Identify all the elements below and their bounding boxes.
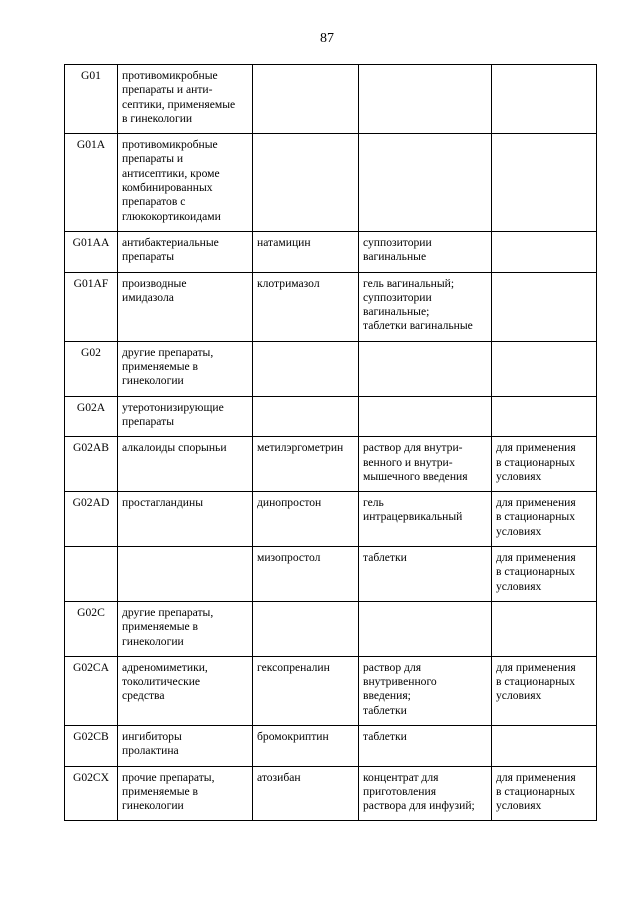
drug-name-cell xyxy=(253,341,359,396)
table-row xyxy=(65,766,597,821)
pharmacologic-group-cell: противомикробные препараты и антисептики, кроме комбинированных препаратов с глюкокортикоидами xyxy=(118,134,253,232)
atc-code-cell: G02A xyxy=(65,396,118,437)
dosage-form-cell: таблетки xyxy=(359,547,492,602)
table-row xyxy=(65,231,597,272)
atc-code-cell: G02 xyxy=(65,341,118,396)
drug-name-cell: бромокриптин xyxy=(253,725,359,766)
dosage-form-cell: гель вагинальный; суппозитории вагинальные; таблетки вагинальные xyxy=(359,272,492,341)
dosage-form-cell: концентрат для приготовления раствора для инфузий; xyxy=(359,766,492,821)
drug-name-cell: динопростон xyxy=(253,492,359,547)
pharmacologic-group-cell: простагландины xyxy=(118,492,253,547)
atc-code-cell: G02CA xyxy=(65,656,118,725)
table-row xyxy=(65,341,597,396)
table-row xyxy=(65,725,597,766)
drug-name-cell xyxy=(253,65,359,134)
usage-note-cell xyxy=(492,725,597,766)
drug-name-cell xyxy=(253,134,359,232)
dosage-form-cell xyxy=(359,65,492,134)
usage-note-cell xyxy=(492,601,597,656)
drug-name-cell xyxy=(253,396,359,437)
drug-name-cell: атозибан xyxy=(253,766,359,821)
drug-name-cell: натамицин xyxy=(253,231,359,272)
pharmacologic-group-cell: прочие препараты, применяемые в гинекологии xyxy=(118,766,253,821)
table-row xyxy=(65,547,597,602)
atc-code-cell: G02CX xyxy=(65,766,118,821)
drug-classification-table xyxy=(64,64,597,821)
atc-code-cell: G02CB xyxy=(65,725,118,766)
pharmacologic-group-cell: другие препараты, применяемые в гинекологии xyxy=(118,601,253,656)
usage-note-cell xyxy=(492,272,597,341)
table-row xyxy=(65,396,597,437)
dosage-form-cell xyxy=(359,341,492,396)
table-row xyxy=(65,134,597,232)
drug-name-cell: мизопростол xyxy=(253,547,359,602)
pharmacologic-group-cell: ингибиторы пролактина xyxy=(118,725,253,766)
dosage-form-cell: таблетки xyxy=(359,725,492,766)
usage-note-cell: для применения в стационарных условиях xyxy=(492,437,597,492)
atc-code-cell: G01AA xyxy=(65,231,118,272)
pharmacologic-group-cell: алкалоиды спорыньи xyxy=(118,437,253,492)
pharmacologic-group-cell: адреномиметики, токолитические средства xyxy=(118,656,253,725)
drug-name-cell: гексопреналин xyxy=(253,656,359,725)
usage-note-cell xyxy=(492,341,597,396)
atc-code-cell: G02C xyxy=(65,601,118,656)
drug-name-cell: клотримазол xyxy=(253,272,359,341)
table-row xyxy=(65,656,597,725)
pharmacologic-group-cell: антибактериальные препараты xyxy=(118,231,253,272)
dosage-form-cell: суппозитории вагинальные xyxy=(359,231,492,272)
table-row xyxy=(65,492,597,547)
dosage-form-cell xyxy=(359,601,492,656)
usage-note-cell: для применения в стационарных условиях xyxy=(492,766,597,821)
pharmacologic-group-cell: производные имидазола xyxy=(118,272,253,341)
atc-code-cell xyxy=(65,547,118,602)
usage-note-cell: для применения в стационарных условиях xyxy=(492,492,597,547)
drug-name-cell: метилэргометрин xyxy=(253,437,359,492)
dosage-form-cell: гель интрацервикальный xyxy=(359,492,492,547)
pharmacologic-group-cell: противомикробные препараты и анти- септики, применяемые в гинекологии xyxy=(118,65,253,134)
dosage-form-cell: раствор для внутри- венного и внутри- мышечного введения xyxy=(359,437,492,492)
atc-code-cell: G01 xyxy=(65,65,118,134)
atc-code-cell: G02AD xyxy=(65,492,118,547)
page-number: 87 xyxy=(320,31,334,46)
usage-note-cell xyxy=(492,396,597,437)
atc-code-cell: G01A xyxy=(65,134,118,232)
pharmacologic-group-cell xyxy=(118,547,253,602)
dosage-form-cell xyxy=(359,396,492,437)
pharmacologic-group-cell: утеротонизирующие препараты xyxy=(118,396,253,437)
usage-note-cell xyxy=(492,65,597,134)
drug-name-cell xyxy=(253,601,359,656)
dosage-form-cell: раствор для внутривенного введения; таблетки xyxy=(359,656,492,725)
table-row xyxy=(65,65,597,134)
pharmacologic-group-cell: другие препараты, применяемые в гинекологии xyxy=(118,341,253,396)
dosage-form-cell xyxy=(359,134,492,232)
atc-code-cell: G01AF xyxy=(65,272,118,341)
table-row xyxy=(65,272,597,341)
usage-note-cell xyxy=(492,231,597,272)
usage-note-cell xyxy=(492,134,597,232)
table-row xyxy=(65,437,597,492)
table-row xyxy=(65,601,597,656)
atc-code-cell: G02AB xyxy=(65,437,118,492)
usage-note-cell: для применения в стационарных условиях xyxy=(492,656,597,725)
usage-note-cell: для применения в стационарных условиях xyxy=(492,547,597,602)
